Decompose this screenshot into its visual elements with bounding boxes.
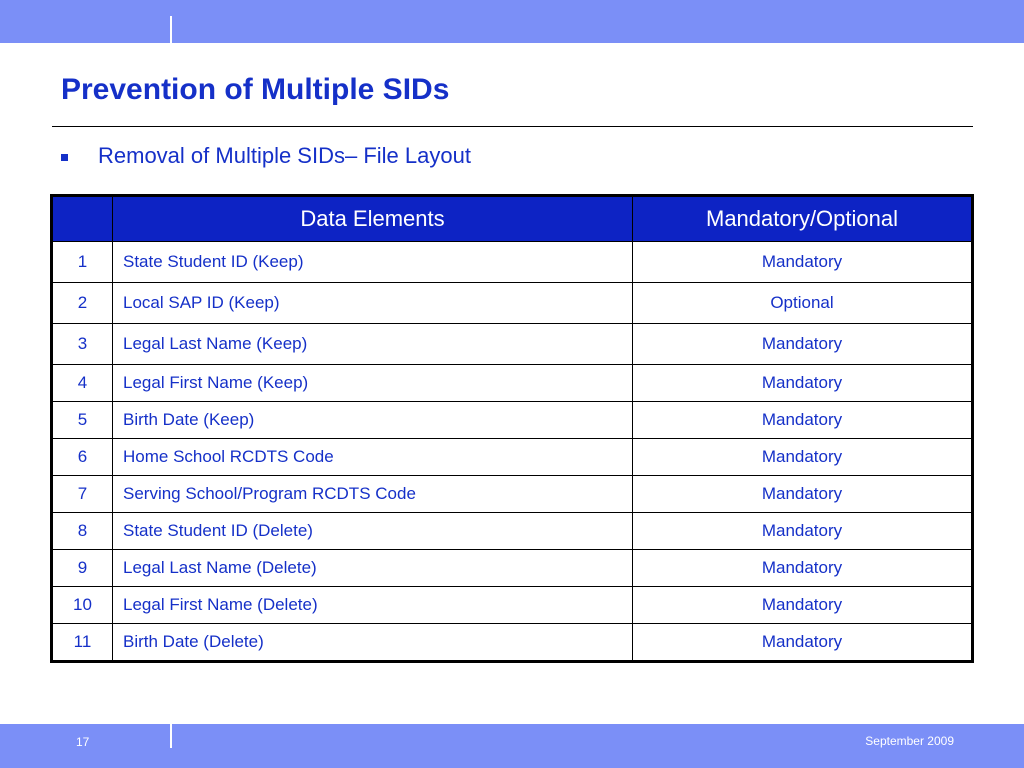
row-element: State Student ID (Keep) [113, 242, 633, 283]
row-number: 2 [52, 283, 113, 324]
row-requirement: Mandatory [633, 242, 973, 283]
square-bullet-icon [61, 154, 68, 161]
table-row [52, 550, 973, 587]
slide-number: 17 [76, 735, 90, 749]
row-number: 4 [52, 365, 113, 402]
row-number: 1 [52, 242, 113, 283]
footer-date: September 2009 [865, 734, 954, 748]
row-number: 11 [52, 624, 113, 662]
table-row [52, 513, 973, 550]
row-element: Legal Last Name (Keep) [113, 324, 633, 365]
row-number: 7 [52, 476, 113, 513]
row-requirement: Mandatory [633, 365, 973, 402]
row-number: 10 [52, 587, 113, 624]
row-requirement: Mandatory [633, 513, 973, 550]
top-bar-divider [170, 16, 172, 43]
table-row [52, 283, 973, 324]
row-element: Legal Last Name (Delete) [113, 550, 633, 587]
table-row [52, 587, 973, 624]
table-row [52, 402, 973, 439]
row-number: 3 [52, 324, 113, 365]
row-element: Home School RCDTS Code [113, 439, 633, 476]
title-underline [52, 126, 973, 127]
row-requirement: Mandatory [633, 439, 973, 476]
row-requirement: Mandatory [633, 324, 973, 365]
row-element: Local SAP ID (Keep) [113, 283, 633, 324]
footer-bar [0, 724, 1024, 768]
table-row [52, 476, 973, 513]
header-mandatory-optional: Mandatory/Optional [633, 196, 973, 242]
file-layout-table [50, 194, 974, 663]
header-number [52, 196, 113, 242]
row-number: 6 [52, 439, 113, 476]
table-row [52, 624, 973, 662]
row-element: Legal First Name (Delete) [113, 587, 633, 624]
footer-bar-divider [170, 724, 172, 748]
slide-title: Prevention of Multiple SIDs [61, 73, 450, 106]
table-row [52, 439, 973, 476]
bullet-item [61, 143, 471, 169]
row-number: 9 [52, 550, 113, 587]
row-element: Legal First Name (Keep) [113, 365, 633, 402]
row-element: Birth Date (Delete) [113, 624, 633, 662]
table-row [52, 242, 973, 283]
row-element: Serving School/Program RCDTS Code [113, 476, 633, 513]
table-row [52, 324, 973, 365]
row-number: 5 [52, 402, 113, 439]
row-requirement: Optional [633, 283, 973, 324]
bullet-text: Removal of Multiple SIDs– File Layout [98, 143, 471, 168]
top-bar [0, 0, 1024, 43]
header-data-elements: Data Elements [113, 196, 633, 242]
row-requirement: Mandatory [633, 587, 973, 624]
table-header-row [52, 196, 973, 242]
row-element: State Student ID (Delete) [113, 513, 633, 550]
row-requirement: Mandatory [633, 550, 973, 587]
row-requirement: Mandatory [633, 624, 973, 662]
row-requirement: Mandatory [633, 476, 973, 513]
table-row [52, 365, 973, 402]
row-requirement: Mandatory [633, 402, 973, 439]
row-number: 8 [52, 513, 113, 550]
row-element: Birth Date (Keep) [113, 402, 633, 439]
